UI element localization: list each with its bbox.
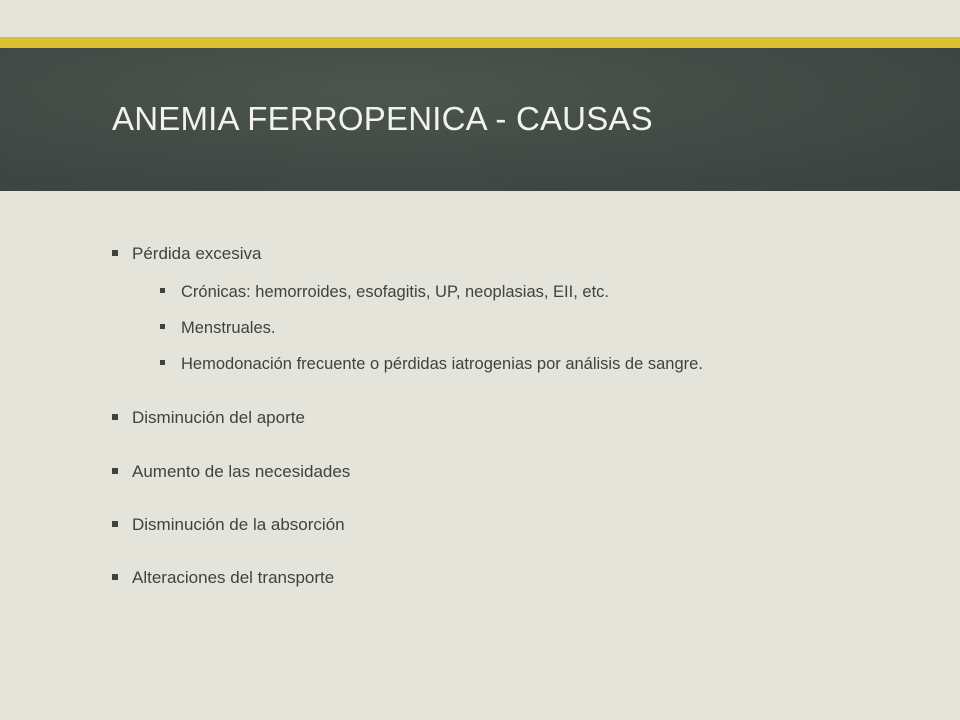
bullet-text: Hemodonación frecuente o pérdidas iatrogenias por análisis de sangre. xyxy=(181,355,703,373)
slide-title: ANEMIA FERROPENICA - CAUSAS xyxy=(112,100,653,137)
square-bullet-icon xyxy=(160,288,165,293)
bullet-item xyxy=(112,408,305,428)
bullet-text: Menstruales. xyxy=(181,319,276,337)
square-bullet-icon xyxy=(112,250,118,256)
square-bullet-icon xyxy=(112,414,118,420)
bullet-item xyxy=(112,462,350,482)
square-bullet-icon xyxy=(160,324,165,329)
bullet-text: Disminución de la absorción xyxy=(132,515,345,534)
bullet-text: Alteraciones del transporte xyxy=(132,568,335,587)
bullet-text: Crónicas: hemorroides, esofagitis, UP, neoplasias, EII, etc. xyxy=(181,283,609,301)
bullet-item xyxy=(112,515,345,535)
square-bullet-icon xyxy=(112,574,118,580)
accent-bar xyxy=(0,37,960,48)
sub-bullet-item xyxy=(160,282,609,302)
square-bullet-icon xyxy=(160,360,165,365)
bullet-text: Pérdida excesiva xyxy=(132,244,262,263)
bullet-item xyxy=(112,244,261,264)
bullet-text: Aumento de las necesidades xyxy=(132,462,351,481)
bullet-item xyxy=(112,568,334,588)
square-bullet-icon xyxy=(112,468,118,474)
square-bullet-icon xyxy=(112,521,118,527)
sub-bullet-item xyxy=(160,318,275,338)
sub-bullet-item xyxy=(160,354,703,374)
bullet-text: Disminución del aporte xyxy=(132,408,305,427)
